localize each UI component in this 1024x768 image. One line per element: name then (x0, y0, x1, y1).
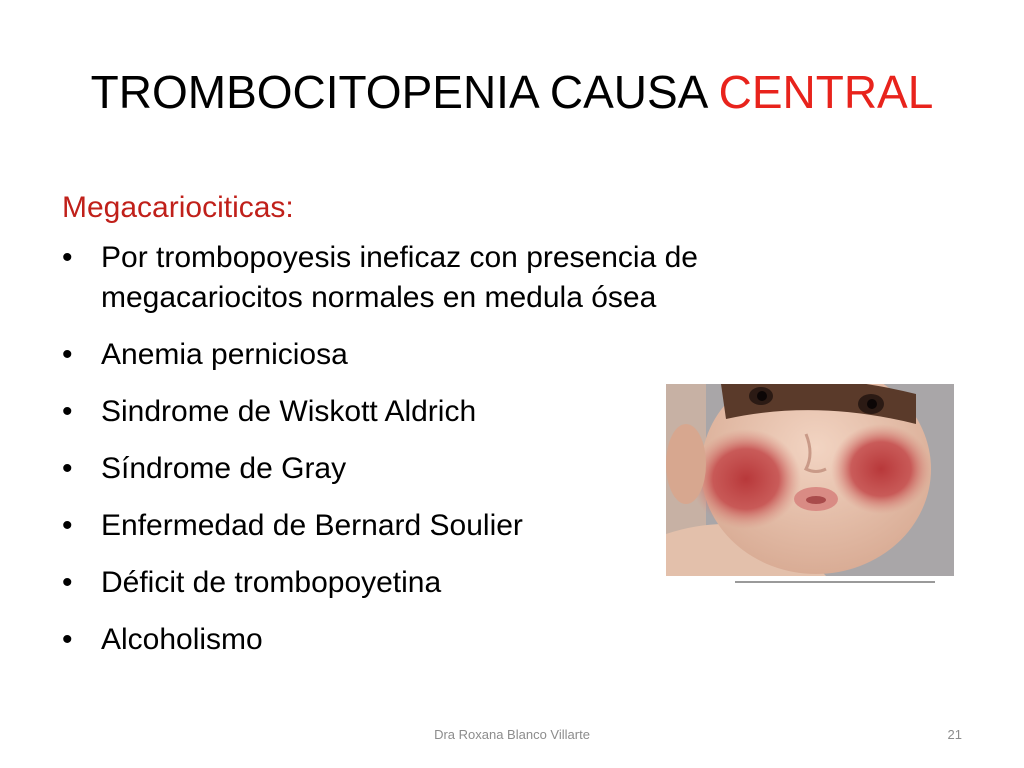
bullet-item (62, 620, 661, 660)
bullet-item (62, 392, 661, 432)
bullet-item (62, 449, 661, 489)
page-number: 21 (947, 727, 962, 742)
bullet-text: Síndrome de Gray (101, 452, 347, 485)
bullet-item (62, 238, 881, 318)
slide-title (0, 62, 1024, 122)
bullet-item (62, 506, 661, 546)
bullet-dot: • (62, 623, 73, 656)
bullet-item (62, 335, 661, 375)
section-heading: Megacariociticas: (62, 191, 294, 224)
bullet-text: Enfermedad de Bernard Soulier (101, 509, 523, 542)
bullet-text: Sindrome de Wiskott Aldrich (101, 395, 477, 428)
footer-author: Dra Roxana Blanco Villarte (434, 727, 590, 742)
title-main: TROMBOCITOPENIA CAUSA (90, 66, 719, 118)
bullet-dot: • (62, 509, 73, 542)
bullet-item (62, 563, 661, 603)
bullet-dot: • (62, 395, 73, 428)
bullet-dot: • (62, 566, 73, 599)
infant-eczema-photo (666, 384, 954, 576)
bullet-text: Anemia perniciosa (101, 338, 348, 371)
photo-credit-text (735, 579, 935, 585)
title-accent: CENTRAL (718, 66, 934, 118)
bullet-dot: • (62, 241, 73, 274)
photo-illustration (666, 384, 954, 576)
bullet-dot: • (62, 338, 73, 371)
bullet-text: Por trombopoyesis ineficaz con presencia de megacariocitos normales en medula ósea (101, 241, 698, 314)
bullet-text: Alcoholismo (101, 623, 263, 656)
bullet-dot: • (62, 452, 73, 485)
bullet-text: Déficit de trombopoyetina (101, 566, 442, 599)
